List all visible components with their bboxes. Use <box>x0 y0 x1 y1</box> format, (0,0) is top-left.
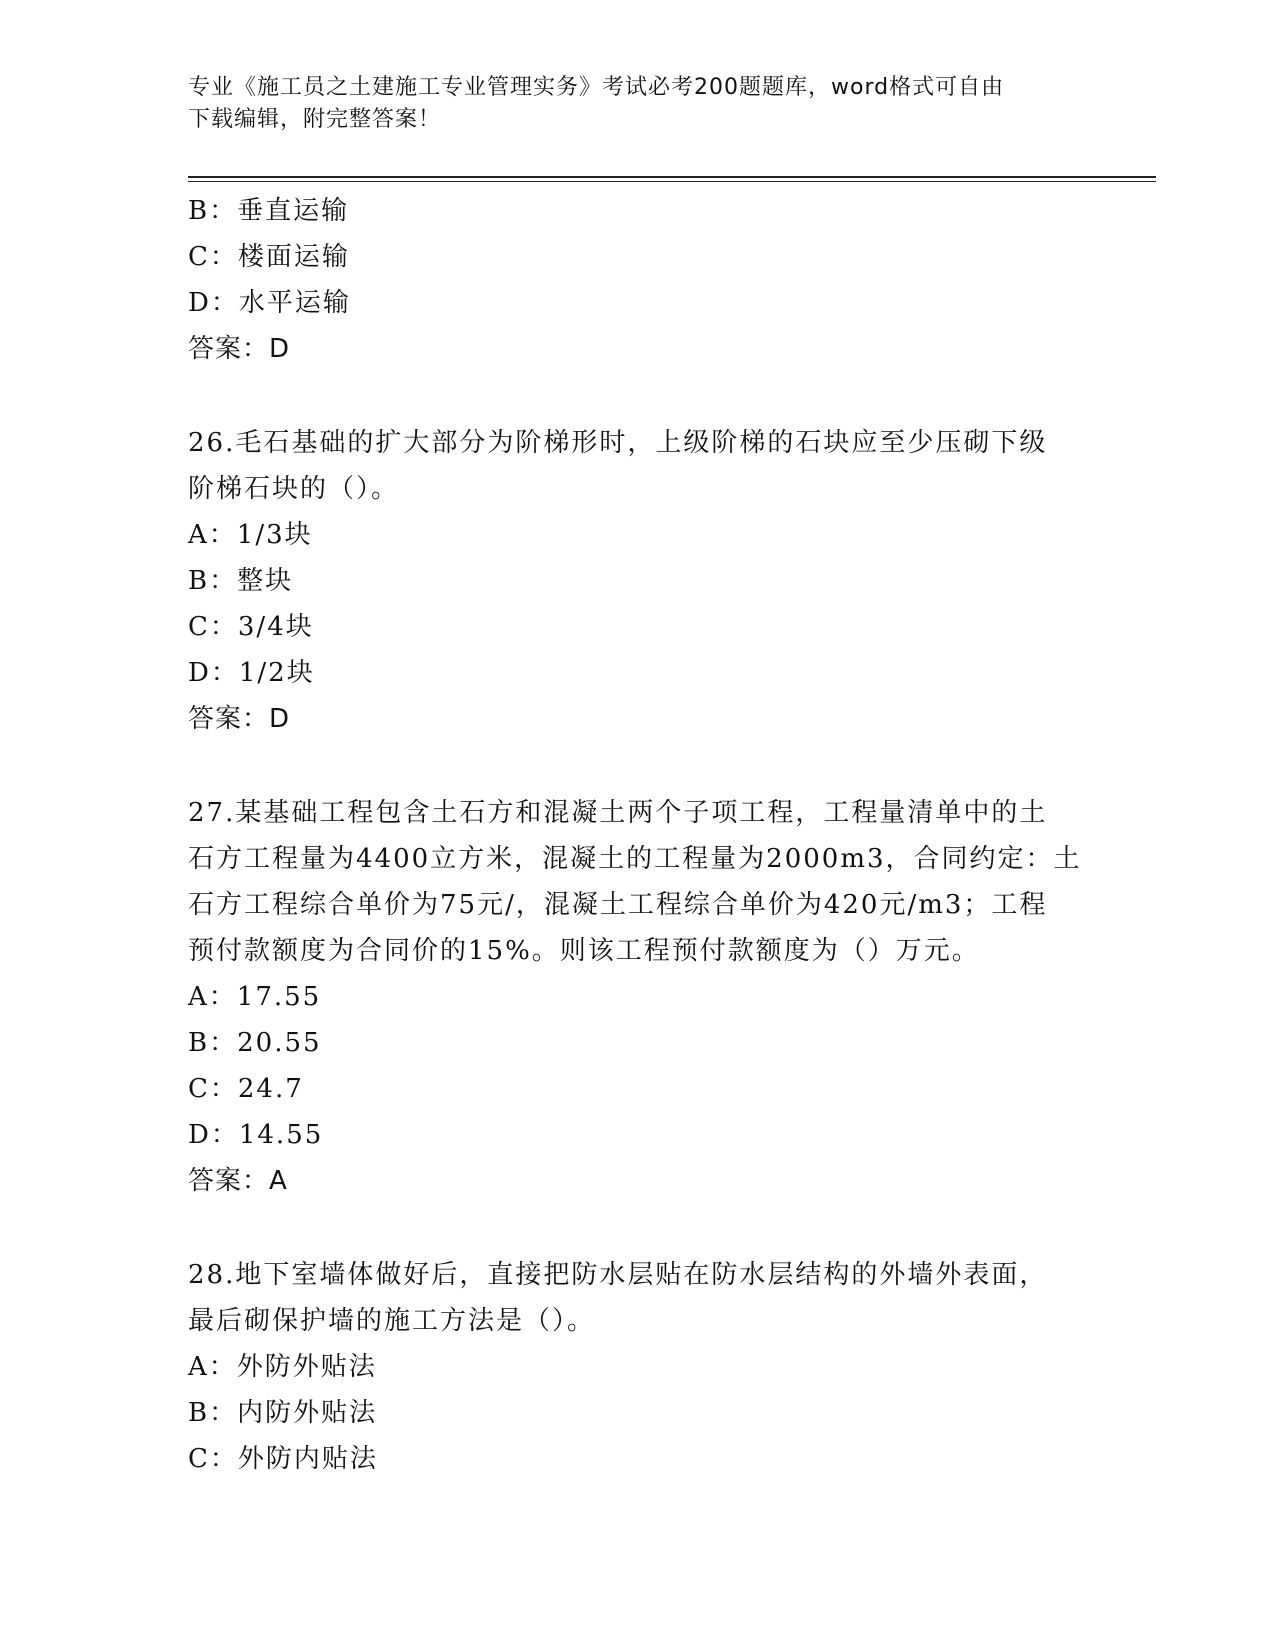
header-line-2: 下载编辑，附完整答案！ <box>188 107 442 132</box>
option-b: B：垂直运输 <box>188 196 350 226</box>
option-d: D：水平运输 <box>188 288 351 318</box>
option-b: B：整块 <box>188 566 294 596</box>
option-c: C：楼面运输 <box>188 242 350 272</box>
option-c: C：外防内贴法 <box>188 1444 378 1474</box>
question-stem-line: 26.毛石基础的扩大部分为阶梯形时，上级阶梯的石块应至少压砌下级 <box>188 428 1048 458</box>
question-27 <box>188 790 1088 1204</box>
answer: 答案：D <box>188 704 291 734</box>
question-stem-line: 石方工程综合单价为75元/，混凝土工程综合单价为420元/m3；工程 <box>188 890 1048 920</box>
question-stem-line: 27.某基础工程包含土石方和混凝土两个子项工程，工程量清单中的土 <box>188 798 1048 828</box>
question-stem-line: 28.地下室墙体做好后，直接把防水层贴在防水层结构的外墙外表面， <box>188 1260 1048 1290</box>
spacer <box>188 372 1088 420</box>
header-rule-thick <box>188 176 1156 178</box>
header-line-1: 专业《施工员之土建施工专业管理实务》考试必考200题题库，word格式可自由 <box>188 75 1005 100</box>
option-a: A：外防外贴法 <box>188 1352 377 1382</box>
option-b: B：内防外贴法 <box>188 1398 378 1428</box>
option-c: C：24.7 <box>188 1074 304 1104</box>
question-stem-line: 最后砌保护墙的施工方法是（）。 <box>188 1306 596 1336</box>
option-d: D：14.55 <box>188 1120 324 1150</box>
question-list <box>188 188 1088 1482</box>
question-stem-line: 预付款额度为合同价的15%。则该工程预付款额度为（）万元。 <box>188 936 980 966</box>
spacer <box>188 742 1088 790</box>
answer: 答案：A <box>188 1166 288 1196</box>
question-26 <box>188 420 1088 742</box>
spacer <box>188 1204 1088 1252</box>
option-c: C：3/4块 <box>188 612 314 642</box>
answer: 答案：D <box>188 334 291 364</box>
question-28 <box>188 1252 1088 1482</box>
question-25 <box>188 188 1088 372</box>
option-a: A：17.55 <box>188 982 322 1012</box>
question-stem-line: 阶梯石块的（）。 <box>188 474 400 504</box>
header-rule-thin <box>188 181 1156 182</box>
option-a: A：1/3块 <box>188 520 313 550</box>
question-stem-line: 石方工程量为4400立方米，混凝土的工程量为2000m3，合同约定：土 <box>188 844 1082 874</box>
option-d: D：1/2块 <box>188 658 315 688</box>
header-text <box>188 72 1068 136</box>
option-b: B：20.55 <box>188 1028 322 1058</box>
